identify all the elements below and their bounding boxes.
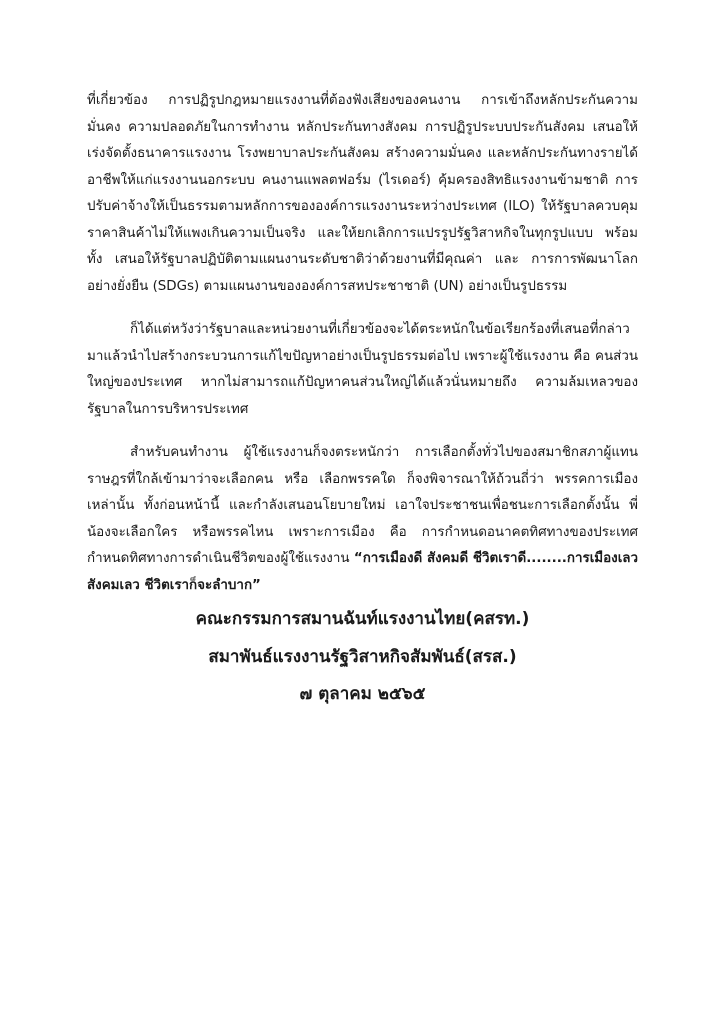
signature-date: ๗ ตุลาคม ๒๕๖๕ (299, 684, 426, 704)
paragraph-line: น้องจะเลือกใคร หรือพรรคไหน เพราะการเมือง คือ การกำหนดอนาคตทิศทางของประเทศ (87, 524, 638, 540)
paragraph-line: ราคาสินค้าไม่ให้แพงเกินความเป็นจริง และให้ยกเลิกการแปรรูปรัฐวิสาหกิจในทุกรูปแบบ พร้อม (87, 225, 638, 241)
paragraph-line: รัฐบาลในการบริหารประเทศ (87, 401, 249, 417)
paragraph-spacer (87, 300, 638, 317)
paragraph-line: ที่เกี่ยวข้อง การปฏิรูปกฎหมายแรงงานที่ต้องฟังเสียงของคนงาน การเข้าถึงหลักประกันความ (87, 93, 638, 108)
paragraph-line: สำหรับคนทำงาน ผู้ใช้แรงงานก็จงตระหนักว่า การเลือกตั้งทั่วไปของสมาชิกสภาผู้แทน (130, 445, 638, 460)
paragraph-1 (87, 88, 638, 300)
paragraph-3 (87, 440, 638, 599)
paragraph-spacer (87, 423, 638, 440)
paragraph-line: มาแล้วนำไปสร้างกระบวนการแก้ไขปัญหาอย่างเป็นรูปธรรมต่อไป เพราะผู้ใช้แรงงาน คือ คนส่วน (87, 348, 638, 364)
paragraph-line-mixed (87, 546, 638, 573)
paragraph-2 (87, 317, 638, 423)
paragraph-line: ราษฎรที่ใกล้เข้ามาว่าจะเลือกคน หรือ เลือกพรรคใด ก็จงพิจารณาให้ถ้วนถี่ว่า พรรคการเมือง (87, 471, 638, 487)
paragraph-line: ใหญ่ของประเทศ หากไม่สามารถแก้ปัญหาคนส่วนใหญ่ได้แล้วนั่นหมายถึง ความล้มเหลวของ (87, 375, 638, 390)
paragraph-line: อย่างยั่งยืน (SDGs) ตามแผนงานขององค์การสหประชาชาติ (UN) อย่างเป็นรูปธรรม (87, 278, 568, 294)
body-text (87, 88, 638, 599)
paragraph-line: อาชีพให้แก่แรงงานนอกระบบ คนงานแพลตฟอร์ม (ไรเดอร์) คุ้มครองสิทธิแรงงานข้ามชาติ การ (87, 172, 638, 188)
signature-organization-2: สมาพันธ์แรงงานรัฐวิสาหกิจสัมพันธ์(สรส.) (208, 647, 517, 667)
signature-organization-1: คณะกรรมการสมานฉันท์แรงงานไทย(คสรท.) (195, 609, 530, 629)
paragraph-line: มั่นคง ความปลอดภัยในการทำงาน หลักประกันทางสังคม การปฏิรูประบบประกันสังคม เสนอให้ (87, 119, 638, 135)
paragraph-text: กำหนดทิศทางการดำเนินชีวิตของผู้ใช้แรงงาน (87, 551, 354, 566)
paragraph-line: เหล่านั้น ทั้งก่อนหน้านี้ และกำลังเสนอนโยบายใหม่ เอาใจประชาชนเพื่อชนะการเลือกตั้งนั้น พี่ (87, 498, 638, 513)
slogan-text: “การเมืองดี สังคมดี ชีวิตเราดี........การเมืองเลว (353, 551, 638, 566)
slogan-text: สังคมเลว ชีวิตเราก็จะลำบาก” (87, 577, 261, 593)
paragraph-line: เร่งจัดตั้งธนาคารแรงงาน โรงพยาบาลประกันสังคม สร้างความมั่นคง และหลักประกันทางรายได้ (87, 146, 638, 161)
paragraph-line: ปรับค่าจ้างให้เป็นธรรมตามหลักการขององค์การแรงงานระหว่างประเทศ (ILO) ให้รัฐบาลควบคุม (87, 199, 638, 214)
paragraph-line: ก็ได้แต่หวังว่ารัฐบาลและหน่วยงานที่เกี่ยวข้องจะได้ตระหนักในข้อเรียกร้องที่เสนอที่กล่าว (130, 322, 630, 337)
paragraph-line: ทั้ง เสนอให้รัฐบาลปฏิบัติตามแผนงานระดับชาติว่าด้วยงานที่มีคุณค่า และ การการพัฒนาโลก (87, 252, 638, 267)
